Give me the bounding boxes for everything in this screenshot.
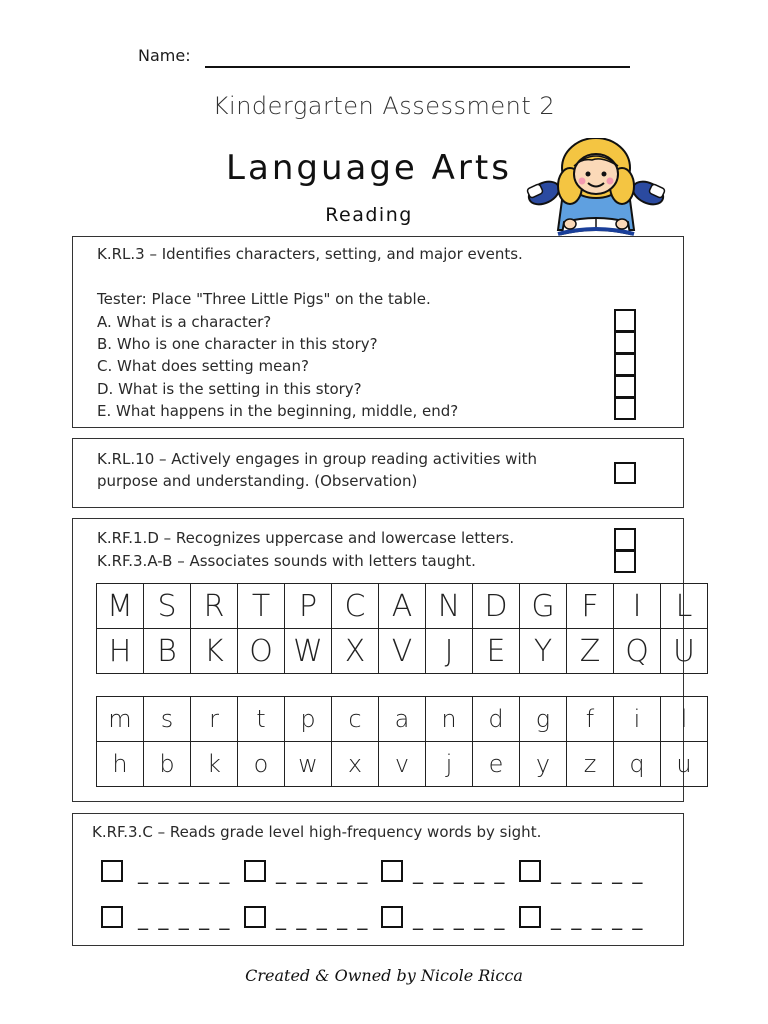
tester-instruction: Tester: Place "Three Little Pigs" on the table.	[97, 290, 431, 308]
letter-cell[interactable]: A	[379, 584, 426, 629]
letter-cell[interactable]: T	[238, 584, 285, 629]
letter-cell[interactable]: a	[379, 697, 426, 742]
lowercase-row-2	[97, 742, 708, 787]
letter-cell[interactable]: R	[191, 584, 238, 629]
letter-cell[interactable]: Q	[614, 629, 661, 674]
sight-word-blank-6[interactable]: _ _ _ _ _	[276, 906, 370, 930]
letter-cell[interactable]: S	[144, 584, 191, 629]
letter-cell[interactable]: L	[661, 584, 708, 629]
question-e: E. What happens in the beginning, middle, end?	[97, 402, 459, 420]
checkbox-letter-recognition[interactable]	[614, 528, 636, 551]
letter-cell[interactable]: M	[97, 584, 144, 629]
name-field-line[interactable]	[205, 66, 630, 68]
girl-reading-clipart	[522, 138, 670, 238]
letter-cell[interactable]: o	[238, 742, 285, 787]
assessment-subtitle: Kindergarten Assessment 2	[212, 92, 556, 120]
sight-word-blank-8[interactable]: _ _ _ _ _	[551, 906, 645, 930]
lowercase-row-1	[97, 697, 708, 742]
section-title: Reading	[325, 204, 413, 226]
characters-setting-box	[72, 236, 684, 428]
checkbox-question-a[interactable]	[614, 309, 636, 332]
checkbox-question-e[interactable]	[614, 397, 636, 420]
letter-cell[interactable]: v	[379, 742, 426, 787]
letter-cell[interactable]: P	[285, 584, 332, 629]
checkbox-question-d[interactable]	[614, 375, 636, 398]
letter-cell[interactable]: B	[144, 629, 191, 674]
letter-cell[interactable]: I	[614, 584, 661, 629]
letter-cell[interactable]: Y	[520, 629, 567, 674]
letter-cell[interactable]: k	[191, 742, 238, 787]
standard-krf1d: K.RF.1.D – Recognizes uppercase and lowercase letters.	[97, 529, 515, 547]
name-label: Name:	[138, 46, 191, 65]
checkbox-sight-word-2[interactable]	[244, 860, 266, 882]
letter-cell[interactable]: U	[661, 629, 708, 674]
sight-word-blank-2[interactable]: _ _ _ _ _	[276, 860, 370, 884]
letter-cell[interactable]: n	[426, 697, 473, 742]
uppercase-row-1	[97, 584, 708, 629]
question-a: A. What is a character?	[97, 313, 272, 331]
letter-cell[interactable]: d	[473, 697, 520, 742]
letter-cell[interactable]: g	[520, 697, 567, 742]
checkbox-sight-word-5[interactable]	[101, 906, 123, 928]
checkbox-sight-word-8[interactable]	[519, 906, 541, 928]
sight-word-blank-5[interactable]: _ _ _ _ _	[138, 906, 232, 930]
standard-krl3: K.RL.3 – Identifies characters, setting, and major events.	[97, 245, 523, 263]
question-c: C. What does setting mean?	[97, 357, 309, 375]
letter-cell[interactable]: C	[332, 584, 379, 629]
checkbox-question-b[interactable]	[614, 331, 636, 354]
lowercase-letters-grid	[96, 696, 708, 787]
checkbox-sight-word-6[interactable]	[244, 906, 266, 928]
letter-cell[interactable]: Z	[567, 629, 614, 674]
letter-cell[interactable]: z	[567, 742, 614, 787]
letter-cell[interactable]: q	[614, 742, 661, 787]
letter-cell[interactable]: V	[379, 629, 426, 674]
letter-cell[interactable]: c	[332, 697, 379, 742]
uppercase-letters-grid	[96, 583, 708, 674]
standard-krl10-line1: K.RL.10 – Actively engages in group reading activities with	[97, 450, 538, 468]
letter-cell[interactable]: F	[567, 584, 614, 629]
letter-cell[interactable]: H	[97, 629, 144, 674]
standard-krl10-line2: purpose and understanding. (Observation)	[97, 472, 418, 490]
question-d: D. What is the setting in this story?	[97, 380, 362, 398]
checkbox-group-reading[interactable]	[614, 462, 636, 484]
letter-cell[interactable]: t	[238, 697, 285, 742]
letter-cell[interactable]: u	[661, 742, 708, 787]
letter-cell[interactable]: X	[332, 629, 379, 674]
letter-cell[interactable]: D	[473, 584, 520, 629]
letter-cell[interactable]: j	[426, 742, 473, 787]
page-title: Language Arts	[226, 148, 512, 188]
letter-cell[interactable]: f	[567, 697, 614, 742]
letter-cell[interactable]: E	[473, 629, 520, 674]
letter-cell[interactable]: w	[285, 742, 332, 787]
letter-cell[interactable]: l	[661, 697, 708, 742]
question-b: B. Who is one character in this story?	[97, 335, 378, 353]
checkbox-sight-word-3[interactable]	[381, 860, 403, 882]
checkbox-sight-word-1[interactable]	[101, 860, 123, 882]
letter-cell[interactable]: K	[191, 629, 238, 674]
uppercase-row-2	[97, 629, 708, 674]
letter-cell[interactable]: p	[285, 697, 332, 742]
letter-cell[interactable]: r	[191, 697, 238, 742]
standard-krf3c: K.RF.3.C – Reads grade level high-frequency words by sight.	[92, 823, 542, 841]
letter-cell[interactable]: h	[97, 742, 144, 787]
sight-word-blank-1[interactable]: _ _ _ _ _	[138, 860, 232, 884]
checkbox-sight-word-4[interactable]	[519, 860, 541, 882]
letter-cell[interactable]: i	[614, 697, 661, 742]
letter-cell[interactable]: G	[520, 584, 567, 629]
sight-word-blank-4[interactable]: _ _ _ _ _	[551, 860, 645, 884]
letter-cell[interactable]: y	[520, 742, 567, 787]
letter-cell[interactable]: J	[426, 629, 473, 674]
letter-cell[interactable]: W	[285, 629, 332, 674]
copyright-footer: Created & Owned by Nicole Ricca	[245, 966, 523, 985]
letter-cell[interactable]: x	[332, 742, 379, 787]
sight-word-blank-7[interactable]: _ _ _ _ _	[413, 906, 507, 930]
sight-word-blank-3[interactable]: _ _ _ _ _	[413, 860, 507, 884]
standard-krf3ab: K.RF.3.A-B – Associates sounds with letters taught.	[97, 552, 476, 570]
letter-cell[interactable]: O	[238, 629, 285, 674]
letter-cell[interactable]: e	[473, 742, 520, 787]
checkbox-question-c[interactable]	[614, 353, 636, 376]
letter-cell[interactable]: m	[97, 697, 144, 742]
letter-cell[interactable]: s	[144, 697, 191, 742]
checkbox-sight-word-7[interactable]	[381, 906, 403, 928]
letter-cell[interactable]: N	[426, 584, 473, 629]
checkbox-letter-sounds[interactable]	[614, 550, 636, 573]
letter-cell[interactable]: b	[144, 742, 191, 787]
